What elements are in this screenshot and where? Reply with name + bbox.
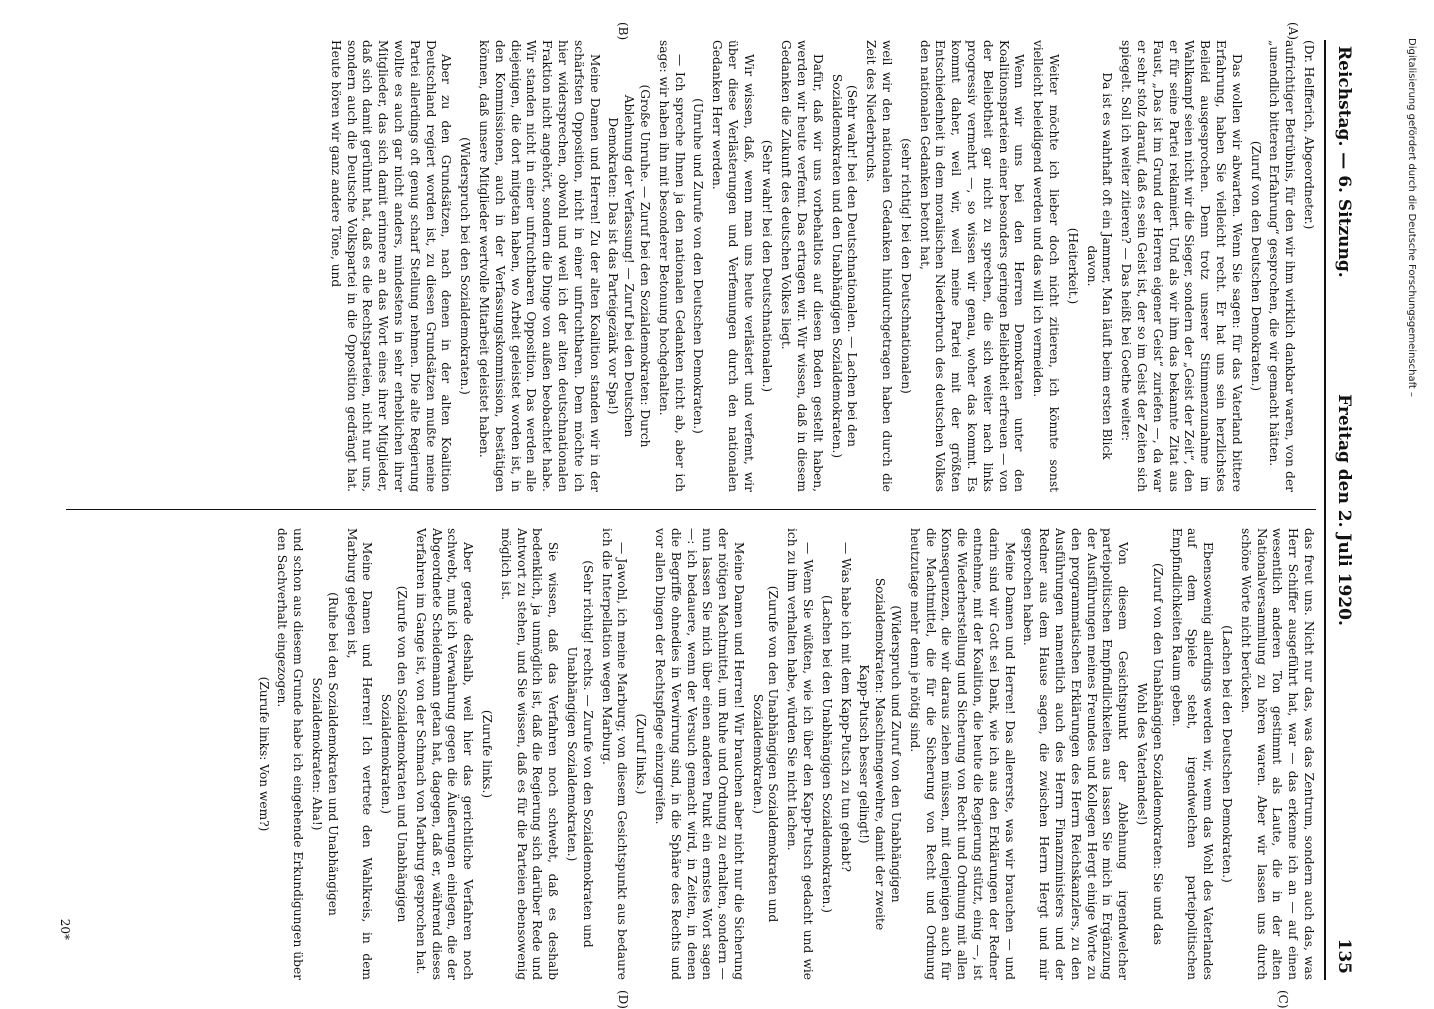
left-text-column (62, 40, 1316, 492)
right-text-column (62, 528, 1316, 980)
paragraph: Sie wissen, daß das Verfahren noch schwebt, daß es deshalb bedenklich, ja unmöglich ist, daß die Regierung sich darüber Rede und Antwort zu stehen, und Sie wissen, daß es für die Parteien ebensowenig möglich ist. (498, 528, 561, 980)
paragraph: Meine Damen und Herren! Zu der alten Koalition standen wir in der schärfsten Opposition, nicht in einer unfruchtbaren. Dem möchte ich hier widersprechen, obwohl und weil ich der alten deutschnationalen Fraktion nicht angehört, sondern die Dinge von außen beobachtet habe. Wir standen nicht in einer unfruchtbaren Opposition. Das werden alle diejenigen, die dort mitgetan haben, wo Arbeit geleistet worden ist, in den Kommissionen, auch in der Verfassungskommission, bestätigen können, daß unsere Mitglieder wertvolle Mitarbeit geleistet haben. (476, 40, 602, 492)
signature-mark: 20* (58, 918, 72, 940)
paragraph: Das wollen wir abwarten. Wenn Sie sagen: für das Vaterland bittere Erfahrung, haben Sie vielleicht recht. Er hat uns sein herzlichstes Beileid ausgesprochen. Denn trotz unserer Stimmenzunahme im Wahlkampf seien nicht wir die Sieger, sondern der „Geist der Zeit“, den er für seine Partei reklamiert. Und als wir ihm das bekannte Zitat aus Faust, „Das ist im Grund der Herren eigener Geist“ zuriefen —, da war er sehr stolz darauf, daß es sein Geist ist, der so im Geist der Zeiten sich spiegelt. Soll ich weiter zitieren? — Das heißt bei Goethe weiter: (1119, 40, 1244, 492)
paragraph: aufrichtiger Betrübnis, für den wir ihm wirklich dankbar waren, von der „unendlich bitteren Erfahrung“ gesprochen, die wir gemacht hätten. (1267, 40, 1298, 492)
interjection: (Lachen bei den Deutschen Demokraten.) (1220, 625, 1235, 883)
paragraph: Meine Damen und Herren! Wir brauchen aber nicht nur die Sicherung der nötigen Machtmittel, um Ruhe und Ordnung zu erhalten, sondern — nun lassen Sie mich über einen anderen Punkt ein ernstes Wort sagen —: ich bedauere, wenn der Versuch gemacht wird, in Zeiten, in denen die Begriffe ohnedies in Verwirrung sind, in die Sphäre des Rechts und vor allen Dingen der Rechtspflege einzugreifen. (652, 528, 746, 980)
paragraph: und schon aus diesem Grunde habe ich eingehende Erkundigungen über den Sachverhalt eingezogen. (275, 528, 306, 980)
interjection: (Lachen bei den Unabhängigen Sozialdemokraten.) (819, 595, 834, 913)
interjection: (Widerspruch bei den Sozialdemokraten.) (458, 137, 473, 395)
paragraph: Meine Damen und Herren! Ich vertrete den Wahlkreis, in dem Marburg gelegen ist, (344, 528, 375, 980)
paragraph: Von diesem Gesichtspunkt der Ablehnung irgendwelcher parteipolitischen Empfindlichkeiten aus lassen Sie mich in Ergänzung der Ausführungen meines Freundes und Kollegen Hergt einige Worte zu den programmatischen Erklärungen des Herrn Reichskanzlers, zu den Ausführungen namentlich auch des Herrn Finanzministers und der Redner aus dem Hause sagen, die zwischen Herrn Hergt und mir gesprochen haben. (1021, 528, 1131, 980)
interjection: (Widerspruch und Zuruf von den Unabhängigen Sozialdemokraten: Maschinengewehre, damit der zweite Kapp-Putsch besser gelingt!) (857, 577, 904, 931)
interjection: (Heiterkeit.) (1065, 227, 1080, 305)
paragraph: Aber zu den Grundsätzen, nach denen in der alten Koalition Deutschland regiert worden ist, zu diesen Grundsätzen mußte meine Partei allerdings oft genug scharf Stellung nehmen. Die alte Regierung wollte es auch gar nicht anders, mindestens in sehr erheblichen ihrer Mitglieder, das sich damit erinnere an das Wort eines ihrer Mitglieder, daß sich damit gerühmt hat, daß es die Rechtsparteien, nicht nur uns, sondern auch die Deutsche Volkspartei in die Opposition gedrängt hat. Heute hören wir ganz andere Töne, und (328, 40, 454, 492)
header-session: Reichstag. — 6. Sitzung. (1334, 46, 1354, 278)
paragraph: Wenn wir uns bei den Herren Demokraten unter den Koalitionsparteien einer besonders geringen Beliebtheit erfreuen — von der Beliebtheit gar nicht zu sprechen, die sich weiter nach links progressiv vermehrt —, so wissen wir genau, woher das kommt. Es kommt daher, weil wir, weil meine Partei mit der größten Entschiedenheit in dem moralischen Niederbruch des deutschen Volkes den nationalen Gedanken betont hat, (917, 40, 1027, 492)
interjection: (Zuruf links.) (634, 713, 649, 795)
speaker-line: (Dr. Helfferich, Abgeordneter.) (1302, 40, 1316, 230)
interjection: (sehr richtig! bei den Deutschnationalen) (898, 138, 913, 394)
interjection: (Ruhe bei den Sozialdemokraten und Unabhängigen Sozialdemokraten: Aha!) (309, 592, 340, 916)
margin-marker-a: (A) (1286, 22, 1300, 41)
interjection: (Zurufe links.) (479, 709, 494, 799)
interjection: (Zurufe von den Unabhängigen Sozialdemokraten und Sozialdemokraten.) (750, 585, 781, 923)
paragraph: weil wir den nationalen Gedanken hindurchgetragen haben durch die Zeit des Niederbruchs. (864, 40, 895, 492)
paragraph: Wir wissen, daß, wenn man uns heute verlästert und verfemt, wir über diese Verlästerungen und Verfemungen durch den nationalen Gedanken Herr werden. (710, 40, 756, 492)
interjection: (Unruhe und Zurufe von den Deutschen Demokraten.) (691, 98, 706, 434)
margin-marker-c: (C) (1276, 990, 1290, 1009)
paragraph: Meine Damen und Herren! Das allererste, was wir brauchen — und darin sind wir Gott sei Dank, wie ich aus den Erklärungen der Redner entnehme, mit der Koalition, die heute die Regierung stützt, einig —, ist die Wiederherstellung und Sicherung von Recht und Ordnung mit allen Konsequenzen, die wir daraus ziehen müssen, mit denjenigen auch für die Machtmittel, die für die Sicherung von Recht und Ordnung heutzutage mehr denn je nötig sind. (907, 528, 1017, 980)
watermark-text: Digitalisierung gefördert durch die Deutsche Forschungsgemeinschaft – (1406, 38, 1417, 398)
interjection: (Zurufe von den Sozialdemokraten und Unabhängigen Sozialdemokraten.) (379, 585, 409, 923)
quote: Da ist es wahrhaft oft ein Jammer, Man läuft beim ersten Blick davon. (1084, 72, 1115, 460)
paragraph: — Jawohl, ich meine Marburg; von diesem Gesichtspunkt aus bedaure ich die Interpellation wegen Marburg. (599, 528, 630, 980)
paragraph: Dafür, daß wir uns vorbehaltlos auf diesen Boden gestellt haben, werden wir heute verfemt. Das ertragen wir. Wir wissen, daß in diesem Gedanken die Zukunft des deutschen Volkes liegt. (779, 40, 825, 492)
column-divider (66, 509, 1316, 510)
paragraph: das freut uns. Nicht nur das, was das Zentrum, sondern auch das, was Herr Schiffer ausgeführt hat, war — das erkenne ich an — auf einen wesentlich anderen Ton gestimmt als Laute, die in der alten Nationalversammlung zu hören waren. Aber wir lassen uns durch schöne Worte nicht berücken. (1238, 528, 1316, 980)
paragraph: — Ich spreche Ihnen ja den nationalen Gedanken nicht ab, aber ich sage: wir haben ihn mit besonderer Betonung hochgehalten. (656, 40, 687, 492)
margin-marker-b: (B) (616, 22, 630, 41)
rotated-document-page (50, 22, 1360, 1009)
interjection: (Sehr richtig! rechts. — Zurufe von den Sozialdemokraten und Unabhängigen Sozialdemokraten.) (564, 560, 595, 948)
paragraph: Aber gerade deshalb, weil hier das gerichtliche Verfahren noch schwebt, muß ich Verwahrung gegen die Äußerungen einlegen, die der Abgeordnete Scheidemann getan hat, dagegen, daß er, während dieses Verfahren im Gange ist, von der Schmach von Marburg gesprochen hat. (413, 528, 476, 980)
paragraph: Weiter möchte ich lieber doch nicht zitieren, ich könnte sonst vielleicht beleidigend werden und das will ich vermeiden. (1031, 40, 1062, 492)
interjection: (Große Unruhe. — Zuruf bei den Sozialdemokraten: Durch Ablehnung der Verfassung! — Zuruf bei den Deutschen Demokraten: Das ist das Parteigezänk vor Spa!) (606, 84, 652, 448)
interjection: (Zuruf von den Unabhängigen Sozialdemokraten: Sie und das Wohl des Vaterlandes!) (1135, 563, 1165, 945)
paragraph: — Was habe ich mit dem Kapp-Putsch zu tun gehabt? (838, 542, 853, 872)
paragraph: — Wenn Sie wüßten, wie ich über den Kapp-Putsch gedacht und wie ich zu ihm verhalten habe, würden Sie nicht lachen. (785, 528, 816, 980)
header-date: Freitag den 2. Juli 1920. (1334, 394, 1354, 626)
interjection: (Zuruf von den Deutschen Demokraten.) (1248, 140, 1263, 392)
interjection: (Sehr wahr! bei den Deutschnationalen. — Lachen bei den Sozialdemokraten und den Unabhängigen Sozialdemokraten.) (829, 73, 860, 459)
digitization-watermark (1397, 8, 1425, 992)
interjection: (Sehr wahr! bei den Deutschnationalen.) (760, 139, 775, 393)
margin-marker-d: (D) (616, 990, 630, 1009)
interjection: (Zurufe links: Von wem?) (256, 676, 271, 832)
page-header (1324, 40, 1360, 980)
paragraph: Ebensowenig allerdings werden wir, wenn das Wohl des Vaterlandes auf dem Spiele steht, irgendwelchen parteipolitischen Empfindlichkeiten Raum geben. (1169, 528, 1216, 980)
header-page-number: 135 (1334, 938, 1354, 974)
